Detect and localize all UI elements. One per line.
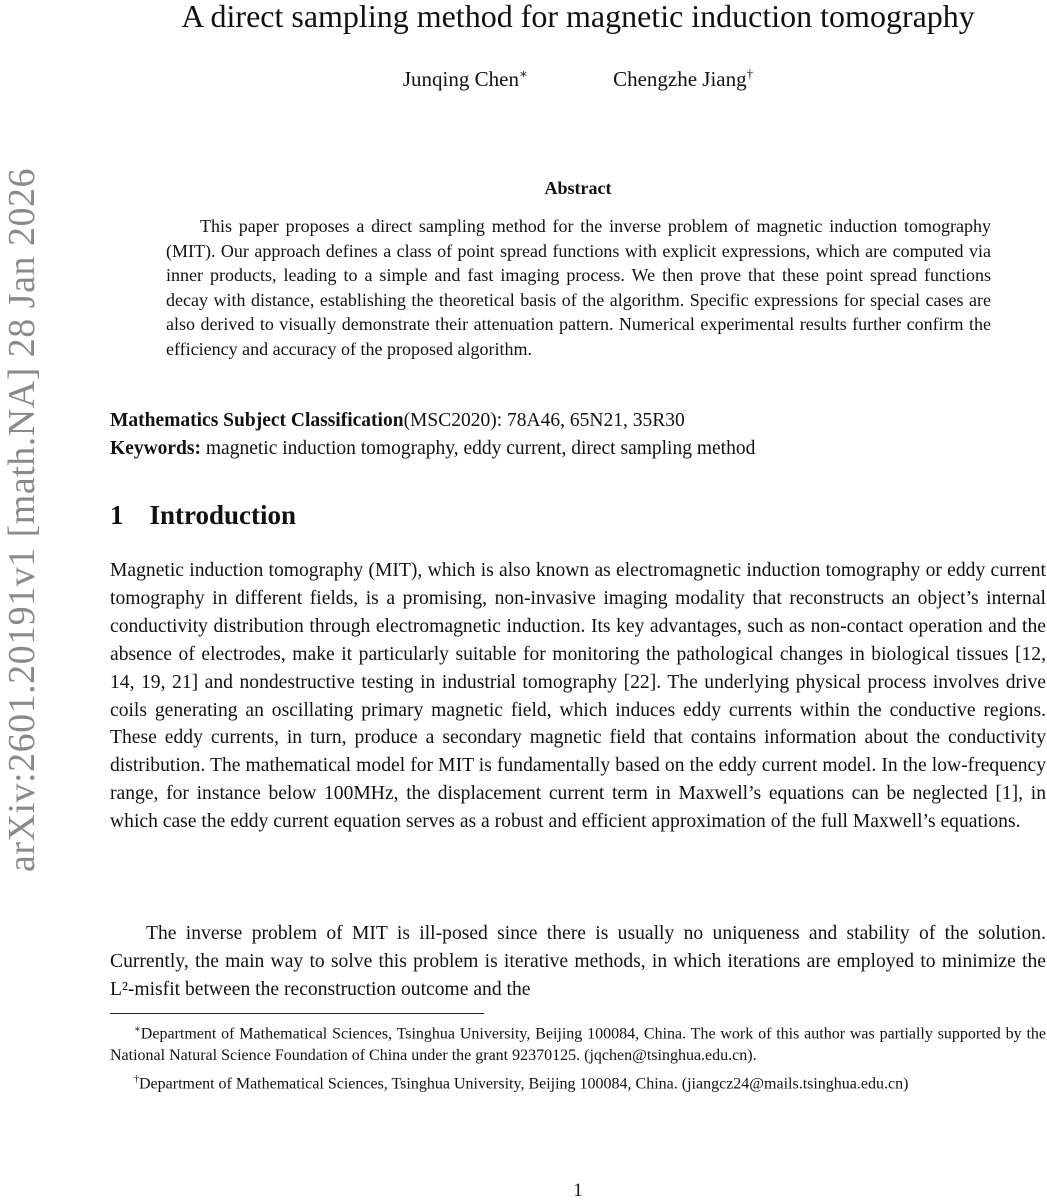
section-number: 1 xyxy=(110,500,124,530)
arxiv-identifier-stamp: arXiv:2601.20191v1 [math.NA] 28 Jan 2026 xyxy=(1,168,43,872)
keywords-text: magnetic induction tomography, eddy current, direct sampling method xyxy=(201,438,756,459)
section-title: Introduction xyxy=(149,500,297,530)
msc-line xyxy=(110,408,1046,434)
author-list xyxy=(110,66,1046,92)
author-1-name: Junqing Chen xyxy=(402,67,519,91)
footnote-2 xyxy=(110,1069,1046,1095)
footnote-1-text: Department of Mathematical Sciences, Tsinghua University, Beijing 100084, China. The work of this author was partially supported by the National Natural Science Foundation of China under the grant 92370125. (jqchen@tsinghua.edu.cn). xyxy=(110,1025,1046,1064)
footnote-1-mark: ∗ xyxy=(134,1024,141,1035)
author-1-footnote-mark: ∗ xyxy=(518,66,528,81)
footnote-2-mark: † xyxy=(134,1074,139,1086)
keywords-label: Keywords: xyxy=(110,438,201,459)
page-number: 1 xyxy=(573,1180,583,1201)
body-paragraph-1: Magnetic induction tomography (MIT), which is also known as electromagnetic induction tomography or eddy current tomography in different fields, is a promising, non-invasive imaging modality that reconstructs an object’s internal conductivity distribution through electromagnetic induction. Its key advantages, such as non-contact operation and the absence of electrodes, make it particularly suitable for monitoring the pathological changes in biological tissues [12, 14, 19, 21] and nondestructive testing in industrial tomography [22]. The underlying physical process involves drive coils generating an oscillating primary magnetic field, which induces eddy currents within the conductive regions. These eddy currents, in turn, produce a secondary magnetic field that contains information about the conductivity distribution. The mathematical model for MIT is fundamentally based on the eddy current model. In the low-frequency range, for instance below 100MHz, the displacement current term in Maxwell’s equations can be neglected [1], in which case the eddy current equation serves as a robust and efficient approximation of the full Maxwell’s equations. xyxy=(110,560,1046,833)
msc-codes: (MSC2020): 78A46, 65N21, 35R30 xyxy=(403,410,685,431)
section-heading xyxy=(110,500,296,531)
footnote-2-text: Department of Mathematical Sciences, Tsinghua University, Beijing 100084, China. (jiangcz24@mails.tsinghua.edu.cn) xyxy=(139,1075,909,1093)
body-paragraph-2: The inverse problem of MIT is ill-posed since there is usually no uniqueness and stability of the solution. Currently, the main way to solve this problem is iterative methods, in which iterations are employed to minimize the L²-misfit between the reconstruction outcome and the xyxy=(110,923,1046,1000)
keywords-line xyxy=(110,436,1046,462)
author-2-name: Chengzhe Jiang xyxy=(613,67,747,91)
footnote-divider xyxy=(110,1013,484,1014)
msc-label: Mathematics Subject Classification xyxy=(110,410,404,431)
author-2-footnote-mark: † xyxy=(746,66,754,81)
footnotes xyxy=(110,1019,1046,1095)
paper-title: A direct sampling method for magnetic induction tomography xyxy=(181,0,975,34)
author-2 xyxy=(613,67,753,91)
abstract-heading: Abstract xyxy=(544,178,612,198)
author-1 xyxy=(403,67,528,91)
abstract-text: This paper proposes a direct sampling method for the inverse problem of magnetic induction tomography (MIT). Our approach defines a class of point spread functions with explicit expressions, which are computed via inner products, leading to a simple and fast imaging process. We then prove that these point spread functions decay with distance, establishing the theoretical basis of the algorithm. Specific expressions for special cases are also derived to visually demonstrate their attenuation pattern. Numerical experimental results further confirm the efficiency and accuracy of the proposed algorithm. xyxy=(166,216,991,359)
footnote-1 xyxy=(110,1019,1046,1066)
